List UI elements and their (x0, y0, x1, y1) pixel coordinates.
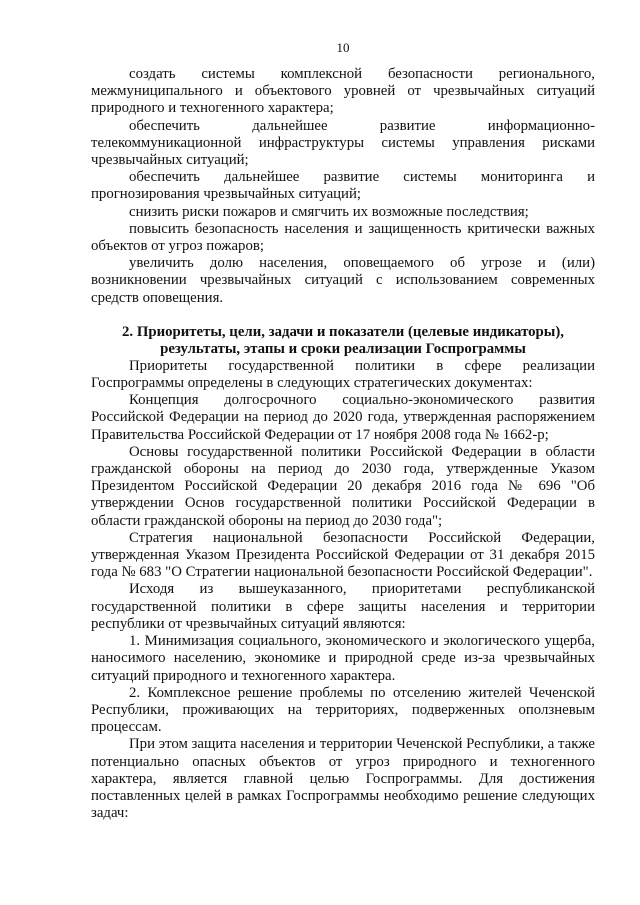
paragraph: повысить безопасность населения и защищенность критически важных объектов от угроз пожаров; (91, 220, 595, 255)
paragraph: снизить риски пожаров и смягчить их возможные последствия; (129, 203, 529, 220)
section-heading-line-2: результаты, этапы и сроки реализации Госпрограммы (160, 340, 526, 357)
paragraph: Концепция долгосрочного социально-экономического развития Российской Федерации на период до 2020 года, утвержденная распоряжением Правительства Российской Федерации от 17 ноября 2008 года № 1662-р; (91, 392, 595, 443)
paragraph: 1. Минимизация социального, экономического и экологического ущерба, наносимого населению, экономике и природной среде из-за чрезвычайных ситуаций природного и техногенного характера. (91, 633, 595, 684)
paragraph: При этом защита населения и территории Чеченской Республики, а также потенциально опасных объектов от угроз природного и техногенного характера, является главной целью Госпрограммы. Для достижения поставленных целей в рамках Госпрограммы необходимо решение следующих задач: (91, 736, 595, 822)
section-heading-line-1: 2. Приоритеты, цели, задачи и показатели (целевые индикаторы), (122, 323, 564, 340)
paragraph: обеспечить дальнейшее развитие информационно-телекоммуникационной инфраструктуры системы управления рисками чрезвычайных ситуаций; (91, 117, 595, 169)
paragraph: Стратегия национальной безопасности Российской Федерации, утвержденная Указом Президента Российской Федерации от 31 декабря 2015 года № 683 "О Стратегии национальной безопасности Российской Федерации". (91, 529, 595, 581)
paragraph: Исходя из вышеуказанного, приоритетами республиканской государственной политики в сфере защиты населения и территории республики от чрезвычайных ситуаций являются: (91, 581, 595, 632)
paragraph: создать системы комплексной безопасности регионального, межмуниципального и объектового уровней от чрезвычайных ситуаций природного и техногенного характера; (91, 66, 595, 117)
page-content (91, 66, 595, 822)
paragraph: увеличить долю населения, оповещаемого об угрозе и (или) возникновении чрезвычайных ситуаций с использованием современных средств оповещения. (91, 255, 595, 306)
paragraph: Приоритеты государственной политики в сфере реализации Госпрограммы определены в следующих стратегических документах: (91, 357, 595, 392)
paragraph: обеспечить дальнейшее развитие системы мониторинга и прогнозирования чрезвычайных ситуаций; (91, 169, 595, 203)
document-page (91, 0, 595, 905)
section-heading (91, 324, 595, 358)
paragraph: Основы государственной политики Российской Федерации в области гражданской обороны на период до 2030 года, утвержденные Указом Президентом Российской Федерации 20 декабря 2016 года № 696 "Об утверждении Основ государственной политики Российской Федерации в области гражданской обороны на период до 2030 года"; (91, 443, 595, 529)
spacer (91, 307, 595, 324)
page-number: 10 (336, 40, 350, 55)
paragraph: 2. Комплексное решение проблемы по отселению жителей Чеченской Республики, проживающих на территориях, подверженных оползневым процессам. (91, 684, 595, 736)
